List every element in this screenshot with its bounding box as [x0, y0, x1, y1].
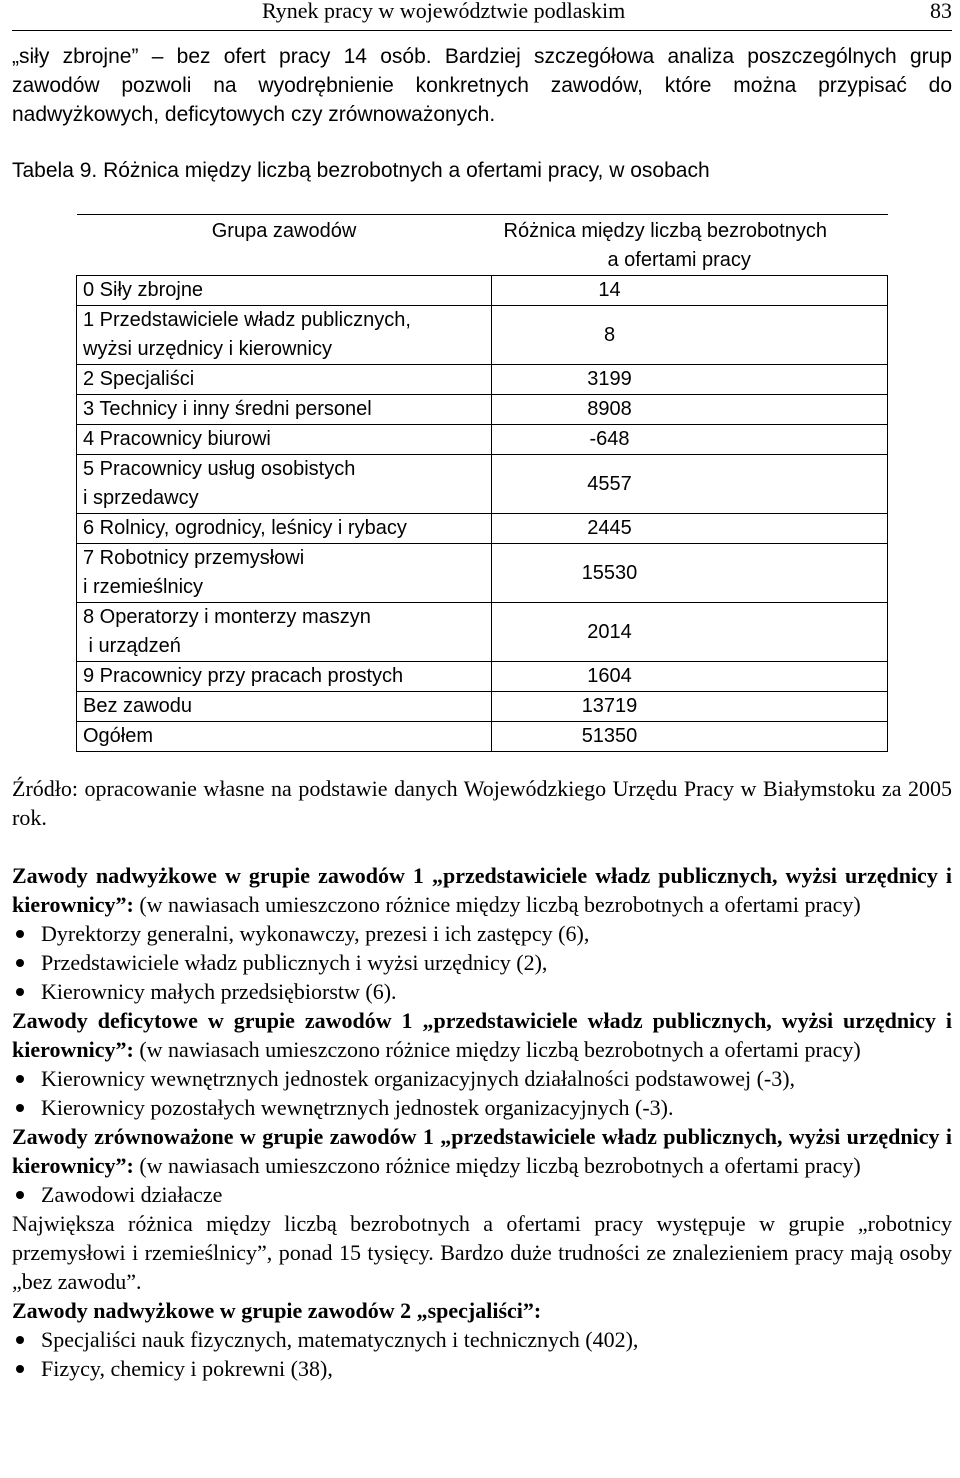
- list-item: Kierownicy małych przedsiębiorstw (6).: [12, 977, 952, 1006]
- list-item: Przedstawiciele władz publicznych i wyżsi urzędnicy (2),: [12, 948, 952, 977]
- table-row: Bez zawodu 13719: [77, 692, 888, 722]
- table-row: 9 Pracownicy przy pracach prostych 1604: [77, 662, 888, 692]
- section-surplus-2: Zawody nadwyżkowe w grupie zawodów 2 „specjaliści”:: [12, 1298, 542, 1323]
- table-row: 2 Specjaliści 3199: [77, 365, 888, 395]
- table-row: 1 Przedstawiciele władz publicznych, wyżsi urzędnicy i kierownicy 8: [77, 306, 888, 365]
- section-balanced-1: Zawody zrównoważone w grupie zawodów 1 „przedstawiciele władz publicznych, wyżsi urzędnicy i kierownicy”: (w nawiasach umieszczono różnice między liczbą bezrobotnych a ofertami pracy): [12, 1124, 952, 1178]
- page-number: 83: [930, 0, 952, 23]
- table-row: 3 Technicy i inny średni personel 8908: [77, 395, 888, 425]
- table-row-total: Ogółem 51350: [77, 722, 888, 752]
- table-source-note: Źródło: opracowanie własne na podstawie danych Wojewódzkiego Urzędu Pracy w Białymstoku za 2005 rok.: [12, 776, 952, 830]
- list-item: Kierownicy wewnętrznych jednostek organizacyjnych działalności podstawowej (-3),: [12, 1064, 952, 1093]
- table-row: 8 Operatorzy i monterzy maszyn i urządzeń 2014: [77, 603, 888, 662]
- header-difference: Różnica między liczbą bezrobotnych a ofertami pracy: [492, 215, 888, 276]
- header-group: Grupa zawodów: [77, 215, 492, 276]
- balanced-1-list: [12, 1180, 952, 1209]
- list-item: Fizycy, chemicy i pokrewni (38),: [12, 1354, 952, 1383]
- list-item: Kierownicy pozostałych wewnętrznych jednostek organizacyjnych (-3).: [12, 1093, 952, 1122]
- page-header: [12, 0, 952, 31]
- surplus-2-list: [12, 1325, 952, 1383]
- table-caption: Tabela 9. Różnica między liczbą bezrobotnych a ofertami pracy, w osobach: [12, 159, 710, 182]
- surplus-1-list: [12, 919, 952, 1006]
- table-row: 0 Siły zbrojne 14: [77, 276, 888, 306]
- list-item: Specjaliści nauk fizycznych, matematycznych i technicznych (402),: [12, 1325, 952, 1354]
- closing-paragraph: Największa różnica między liczbą bezrobotnych a ofertami pracy występuje w grupie „robotnicy przemysłowi i rzemieślnicy”, ponad 15 tysięcy. Bardzo duże trudności ze znalezieniem pracy mają osoby „bez zawodu”.: [12, 1211, 952, 1294]
- table-row: 6 Rolnicy, ogrodnicy, leśnicy i rybacy 2445: [77, 514, 888, 544]
- running-title: Rynek pracy w województwie podlaskim: [262, 0, 626, 23]
- section-deficit-1: Zawody deficytowe w grupie zawodów 1 „przedstawiciele władz publicznych, wyżsi urzędnicy i kierownicy”: (w nawiasach umieszczono różnice między liczbą bezrobotnych a ofertami pracy): [12, 1008, 952, 1062]
- section-surplus-1: Zawody nadwyżkowe w grupie zawodów 1 „przedstawiciele władz publicznych, wyżsi urzędnicy i kierownicy”: (w nawiasach umieszczono różnice między liczbą bezrobotnych a ofertami pracy): [12, 863, 952, 917]
- list-item: Zawodowi działacze: [12, 1180, 952, 1209]
- body-text: [12, 861, 952, 1383]
- deficit-1-list: [12, 1064, 952, 1122]
- table-header-row: [77, 215, 888, 276]
- list-item: Dyrektorzy generalni, wykonawczy, prezesi i ich zastępcy (6),: [12, 919, 952, 948]
- table-row: 5 Pracownicy usług osobistych i sprzedawcy 4557: [77, 455, 888, 514]
- occupation-table: [76, 214, 888, 752]
- intro-paragraph: „siły zbrojne” – bez ofert pracy 14 osób. Bardziej szczegółowa analiza poszczególnych grup zawodów pozwoli na wyodrębnienie konkretnych zawodów, które można przypisać do nadwyżkowych, deficytowych czy zrównoważonych.: [12, 45, 952, 126]
- table-row: 7 Robotnicy przemysłowi i rzemieślnicy 15530: [77, 544, 888, 603]
- table-row: 4 Pracownicy biurowi -648: [77, 425, 888, 455]
